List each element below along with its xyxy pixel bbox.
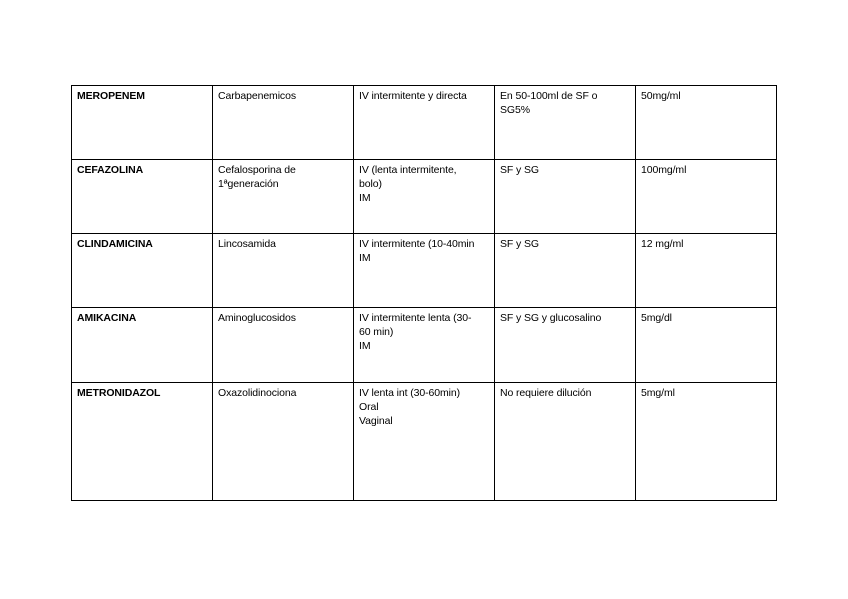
drug-class-cell bbox=[213, 234, 354, 308]
concentration-line: 5mg/dl bbox=[641, 312, 672, 324]
concentration-cell bbox=[636, 383, 777, 501]
drug-class-cell bbox=[213, 383, 354, 501]
route-cell bbox=[354, 160, 495, 234]
drug-name: METRONIDAZOL bbox=[77, 387, 161, 399]
antibiotics-table bbox=[71, 85, 777, 501]
drug-class-cell bbox=[213, 160, 354, 234]
drug-class-cell bbox=[213, 86, 354, 160]
route-line: Vaginal bbox=[359, 415, 393, 427]
drug-name-cell bbox=[72, 234, 213, 308]
dilution-line: SF y SG bbox=[500, 164, 539, 176]
route-cell bbox=[354, 234, 495, 308]
route-cell bbox=[354, 383, 495, 501]
dilution-line: En 50-100ml de SF o bbox=[500, 90, 598, 102]
table-row bbox=[72, 383, 777, 501]
drug-class-line: 1ªgeneración bbox=[218, 178, 279, 190]
route-line: IM bbox=[359, 340, 371, 352]
drug-class-cell bbox=[213, 308, 354, 383]
concentration-cell bbox=[636, 86, 777, 160]
route-line: IV intermitente (10-40min bbox=[359, 238, 475, 250]
concentration-cell bbox=[636, 234, 777, 308]
dilution-line: SF y SG y glucosalino bbox=[500, 312, 602, 324]
route-line: bolo) bbox=[359, 178, 382, 190]
dilution-line: No requiere dilución bbox=[500, 387, 592, 399]
drug-class-line: Oxazolidinociona bbox=[218, 387, 297, 399]
route-line: 60 min) bbox=[359, 326, 394, 338]
drug-class-line: Aminoglucosidos bbox=[218, 312, 296, 324]
route-line: Oral bbox=[359, 401, 379, 413]
route-line: IV (lenta intermitente, bbox=[359, 164, 457, 176]
dilution-cell bbox=[495, 86, 636, 160]
route-line: IM bbox=[359, 252, 371, 264]
drug-name-cell bbox=[72, 308, 213, 383]
drug-name-cell bbox=[72, 383, 213, 501]
route-line: IV intermitente lenta (30- bbox=[359, 312, 472, 324]
drug-class-line: Carbapenemicos bbox=[218, 90, 296, 102]
route-cell bbox=[354, 308, 495, 383]
dilution-line: SF y SG bbox=[500, 238, 539, 250]
route-cell bbox=[354, 86, 495, 160]
table-row bbox=[72, 86, 777, 160]
concentration-cell bbox=[636, 160, 777, 234]
concentration-line: 12 mg/ml bbox=[641, 238, 684, 250]
table-row bbox=[72, 160, 777, 234]
dilution-line: SG5% bbox=[500, 104, 530, 116]
drug-class-line: Cefalosporina de bbox=[218, 164, 296, 176]
concentration-line: 5mg/ml bbox=[641, 387, 675, 399]
drug-name-cell bbox=[72, 160, 213, 234]
dilution-cell bbox=[495, 234, 636, 308]
dilution-cell bbox=[495, 383, 636, 501]
drug-name: CEFAZOLINA bbox=[77, 164, 144, 176]
table-row bbox=[72, 234, 777, 308]
drug-name: CLINDAMICINA bbox=[77, 238, 153, 250]
concentration-line: 100mg/ml bbox=[641, 164, 687, 176]
concentration-cell bbox=[636, 308, 777, 383]
table-row bbox=[72, 308, 777, 383]
drug-name: MEROPENEM bbox=[77, 90, 145, 102]
drug-class-line: Lincosamida bbox=[218, 238, 276, 250]
dilution-cell bbox=[495, 160, 636, 234]
drug-name: AMIKACINA bbox=[77, 312, 137, 324]
dilution-cell bbox=[495, 308, 636, 383]
concentration-line: 50mg/ml bbox=[641, 90, 681, 102]
route-line: IV intermitente y directa bbox=[359, 90, 467, 102]
drug-name-cell bbox=[72, 86, 213, 160]
route-line: IM bbox=[359, 192, 371, 204]
route-line: IV lenta int (30-60min) bbox=[359, 387, 460, 399]
